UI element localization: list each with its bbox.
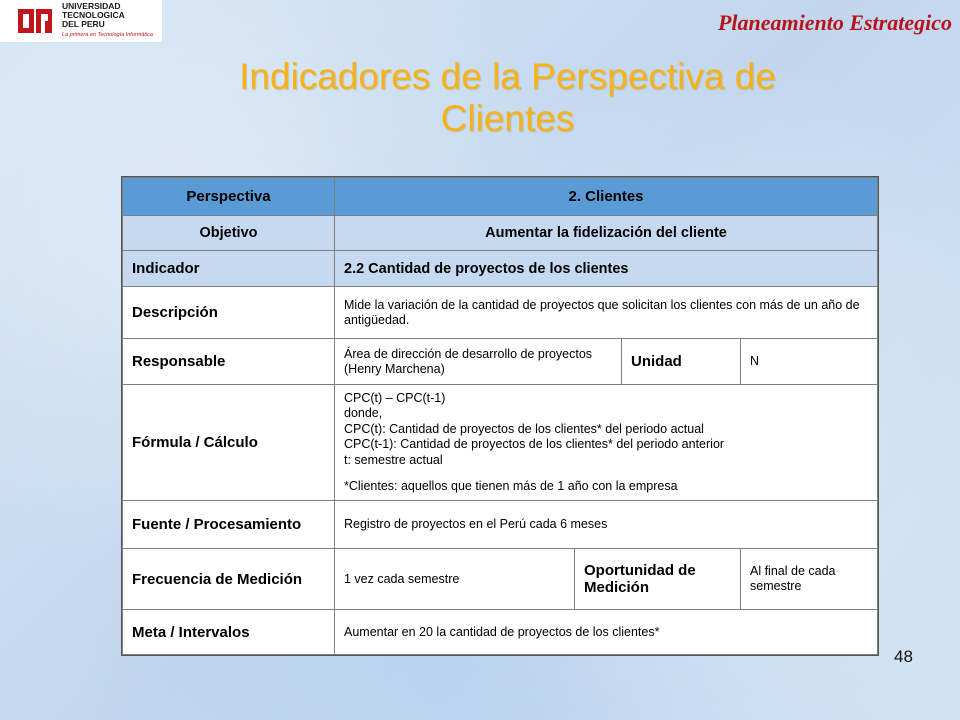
responsable-label: Responsable (122, 338, 335, 385)
fuente-value: Registro de proyectos en el Perú cada 6 meses (334, 500, 878, 549)
objetivo-value: Aumentar la fidelización del cliente (334, 215, 878, 251)
indicador-label: Indicador (122, 250, 335, 287)
indicador-value: 2.2 Cantidad de proyectos de los clientes (334, 250, 878, 287)
formula-line: CPC(t) – CPC(t-1) (344, 390, 446, 405)
formula-line: donde, (344, 406, 383, 420)
descripcion-label: Descripción (122, 286, 335, 339)
frecuencia-value: 1 vez cada semestre (334, 548, 575, 610)
logo-line: TECNOLOGICA (62, 10, 125, 20)
logo-tagline: La primera en Tecnología Informática (62, 32, 153, 38)
unidad-value: N (740, 338, 878, 385)
formula-line: CPC(t-1): Cantidad de proyectos de los clientes* del periodo anterior (344, 437, 725, 451)
slide-title: Indicadores de la Perspectiva de Clientes (239, 56, 776, 139)
perspectiva-value: 2. Clientes (334, 177, 878, 216)
perspectiva-label: Perspectiva (122, 177, 335, 216)
descripcion-value: Mide la variación de la cantidad de proyectos que solicitan los clientes con más de un año de antigüedad. (334, 286, 878, 339)
formula-value (334, 384, 878, 501)
oportunidad-value: Al final de cada semestre (740, 548, 878, 610)
logo-line: DEL PERU (62, 19, 105, 29)
formula-line: t: semestre actual (344, 452, 443, 467)
fuente-label: Fuente / Procesamiento (122, 500, 335, 549)
page-number: 48 (894, 647, 913, 666)
responsable-value: Área de dirección de desarrollo de proyectos (Henry Marchena) (334, 338, 622, 385)
course-title: Planeamiento Estrategico (717, 10, 952, 35)
meta-value: Aumentar en 20 la cantidad de proyectos de los clientes* (334, 609, 878, 655)
objetivo-label: Objetivo (122, 215, 335, 251)
utp-logo-icon (16, 6, 56, 36)
indicator-table (121, 176, 879, 656)
formula-line: CPC(t): Cantidad de proyectos de los clientes* del periodo actual (344, 421, 704, 436)
meta-label: Meta / Intervalos (122, 609, 335, 655)
logo-line: UNIVERSIDAD (62, 1, 121, 11)
formula-label: Fórmula / Cálculo (122, 384, 335, 501)
frecuencia-label: Frecuencia de Medición (122, 548, 335, 610)
logo-text (62, 2, 153, 40)
university-logo (0, 0, 162, 42)
oportunidad-label: Oportunidad de Medición (574, 548, 741, 610)
formula-footnote: *Clientes: aquellos que tienen más de 1 año con la empresa (344, 479, 678, 493)
unidad-label: Unidad (621, 338, 741, 385)
